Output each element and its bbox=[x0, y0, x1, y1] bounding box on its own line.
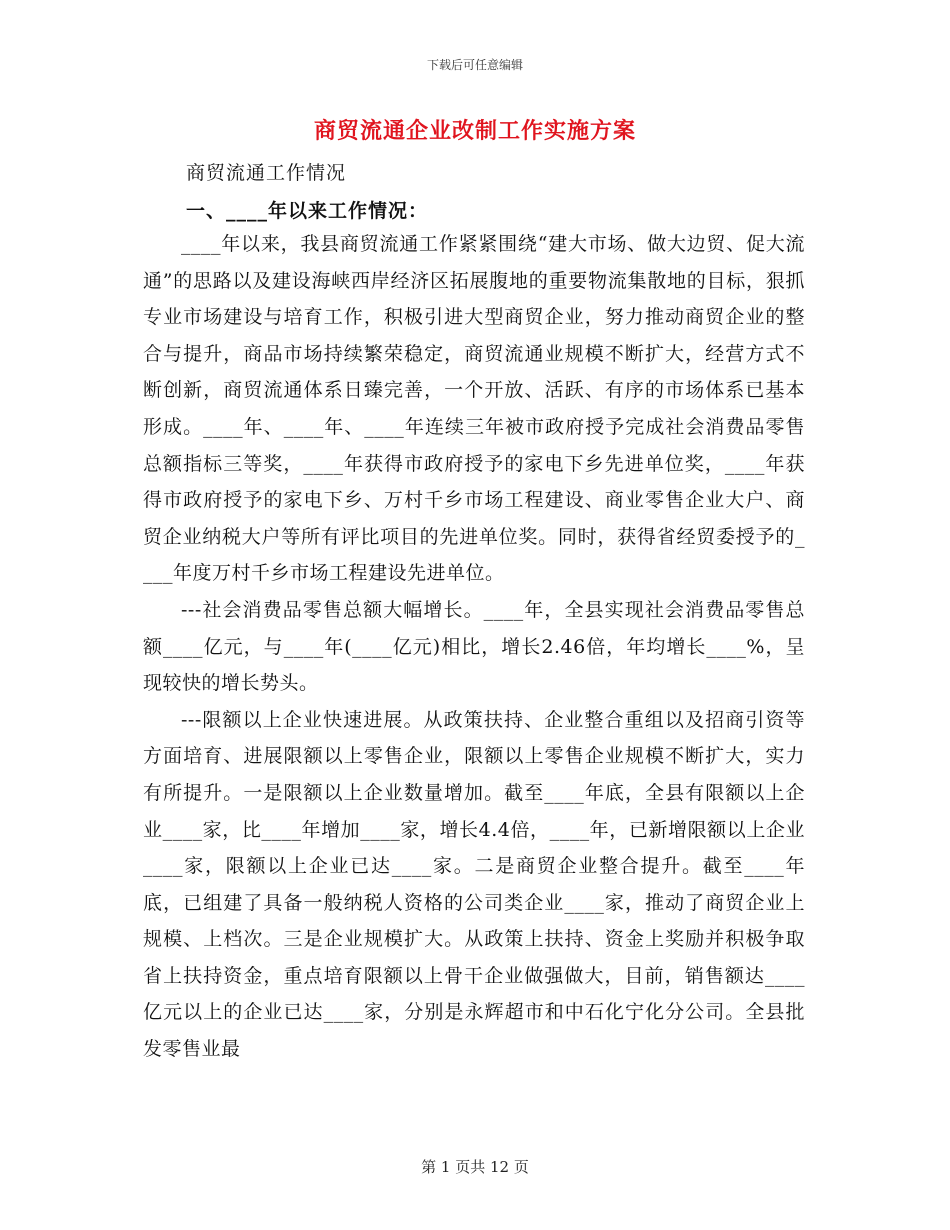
paragraph: ____年以来，我县商贸流通工作紧紧围绕“建大市场、做大边贸、促大流通”的思路以及建设海峡西岸经济区拓展腹地的重要物流集散地的目标，狠抓专业市场建设与培育工作，积极引进大型商贸企业，努力推动商贸企业的整合与提升，商品市场持续繁荣稳定，商贸流通业规模不断扩大，经营方式不断创新，商贸流通体系日臻完善，一个开放、活跃、有序的市场体系已基本形成。____年、____年、____年连续三年被市政府授予完成社会消费品零售总额指标三等奖，____年获得市政府授予的家电下乡先进单位奖，____年获得市政府授予的家电下乡、万村千乡市场工程建设、商业零售企业大户、商贸企业纳税大户等所有评比项目的先进单位奖。同时，获得省经贸委授予的____年度万村千乡市场工程建设先进单位。 bbox=[143, 233, 805, 585]
document-title: 商贸流通企业改制工作实施方案 bbox=[313, 118, 636, 144]
paragraph: ---社会消费品零售总额大幅增长。____年，全县实现社会消费品零售总额____亿元，与____年(____亿元)相比，增长2.46倍，年均增长____%，呈现较快的增长势头。 bbox=[143, 598, 805, 695]
header-note: 下载后可任意编辑 bbox=[426, 58, 523, 72]
section-subtitle: 商贸流通工作情况 bbox=[186, 162, 347, 184]
section-heading: 一、____年以来工作情况： bbox=[186, 200, 429, 222]
page-footer: 第 1 页共 12 页 bbox=[421, 1158, 529, 1176]
paragraph: ---限额以上企业快速进展。从政策扶持、企业整合重组以及招商引资等方面培育、进展限额以上零售企业，限额以上零售企业规模不断扩大，实力有所提升。一是限额以上企业数量增加。截至____年底，全县有限额以上企业____家，比____年增加____家，增长4.4倍，____年，已新增限额以上企业____家，限额以上企业已达____家。二是商贸企业整合提升。截至____年底，已组建了具备一般纳税人资格的公司类企业____家，推动了商贸企业上规模、上档次。三是企业规模扩大。从政策上扶持、资金上奖励并积极争取省上扶持资金，重点培育限额以上骨干企业做强做大，目前，销售额达____亿元以上的企业已达____家，分别是永辉超市和中石化宁化分公司。全县批发零售业最 bbox=[143, 708, 805, 1061]
body-text bbox=[143, 226, 805, 1068]
